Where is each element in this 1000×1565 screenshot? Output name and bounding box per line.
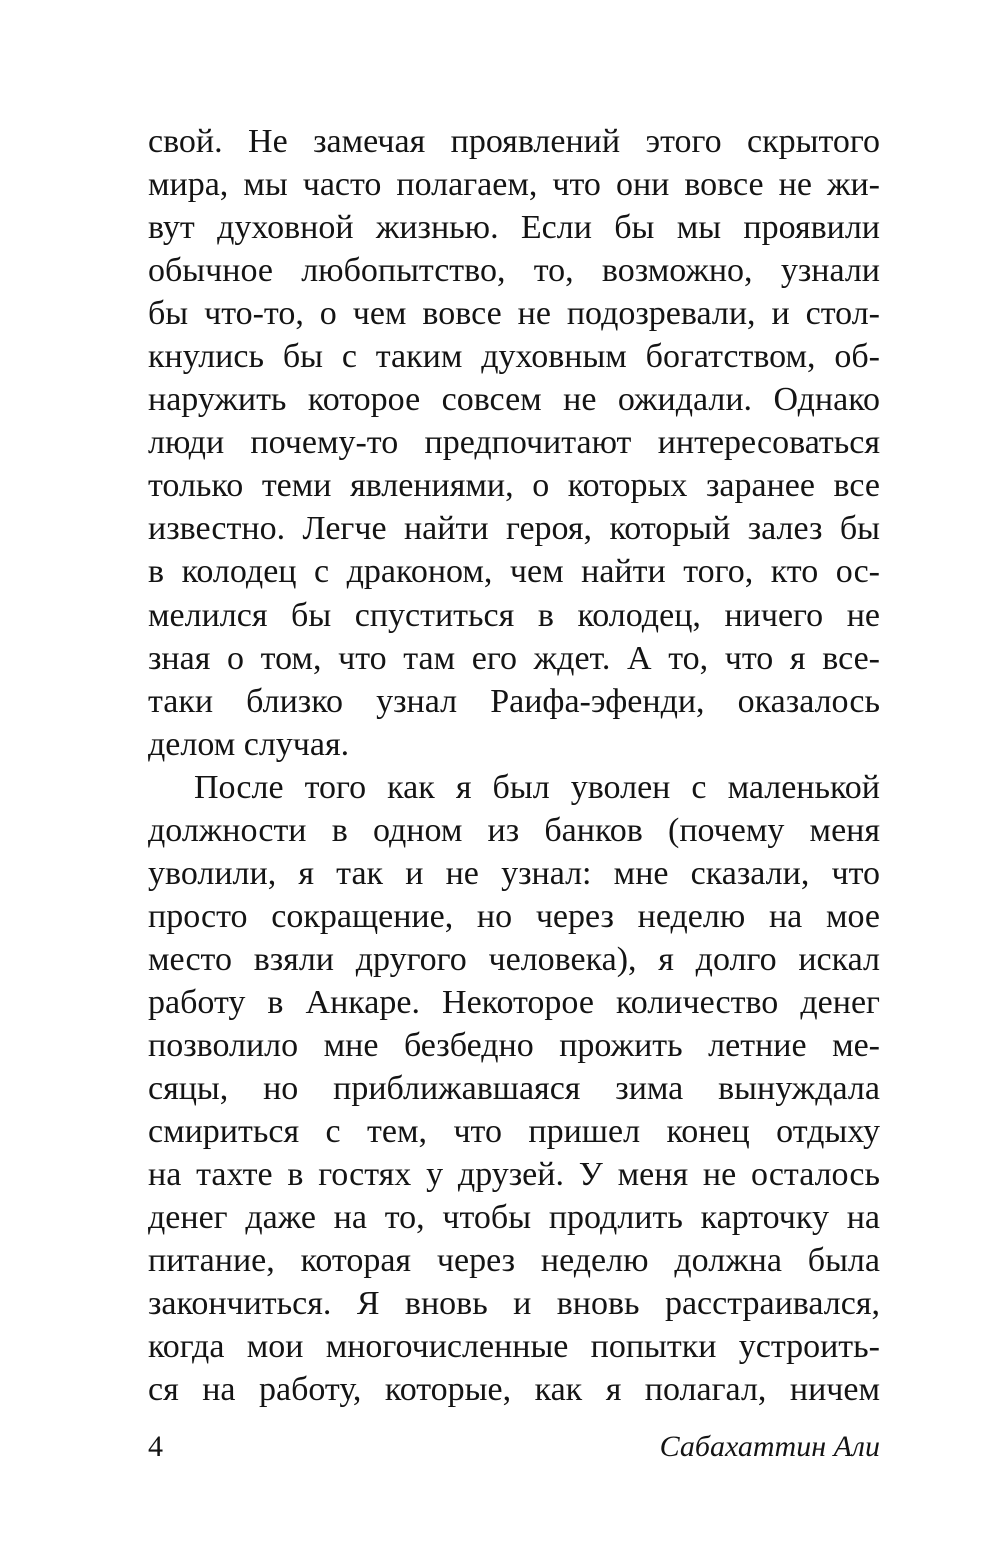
text-line: свой. Не замечая проявлений этого скрытого (148, 123, 880, 160)
text-line: мира, мы часто полагаем, что они вовсе не жи- (148, 166, 880, 204)
page-number: 4 (148, 1430, 163, 1463)
text-line: люди почему-то предпочитают интересоваться (148, 424, 880, 462)
text-line: только теми явлениями, о которых заранее все (148, 467, 880, 505)
text-line: когда мои многочисленные попытки устроить- (148, 1328, 880, 1366)
text-line: закончиться. Я вновь и вновь расстраивался, (148, 1285, 880, 1323)
text-line: известно. Легче найти героя, который залез бы (148, 510, 880, 548)
text-line: таки близко узнал Раифа-эфенди, оказалось (148, 682, 880, 720)
text-line: смириться с тем, что пришел конец отдыху (148, 1113, 880, 1151)
text-line: в колодец с драконом, чем найти того, кто ос- (148, 553, 880, 591)
paragraph-1 (148, 120, 880, 766)
text-line: на тахте в гостях у друзей. У меня не осталось (148, 1156, 880, 1194)
text-line: просто сокращение, но через неделю на мое (148, 897, 880, 935)
text-line: позволило мне безбедно прожить летние ме- (148, 1026, 880, 1064)
text-line: обычное любопытство, то, возможно, узнали (148, 252, 880, 290)
text-line: денег даже на то, чтобы продлить карточку на (148, 1199, 880, 1237)
text-line: сяцы, но приближавшаяся зима вынуждала (148, 1070, 880, 1108)
paragraph-2 (148, 766, 880, 1412)
text-line: После того как я был уволен с маленькой (194, 768, 880, 806)
text-line: наружить которое совсем не ожидали. Однако (148, 381, 880, 419)
body-text (148, 120, 880, 1411)
text-line: ся на работу, которые, как я полагал, ничем (148, 1371, 880, 1409)
text-line: работу в Анкаре. Некоторое количество денег (148, 983, 880, 1021)
text-line: уволили, я так и не узнал: мне сказали, что (148, 854, 880, 892)
text-line: зная о том, что там его ждет. А то, что я все- (148, 639, 880, 677)
running-footer-author: Сабахаттин Али (659, 1430, 880, 1463)
text-line: бы что-то, о чем вовсе не подозревали, и стол- (148, 295, 880, 333)
text-line: кнулись бы с таким духовным богатством, об- (148, 338, 880, 376)
text-line: делом случая. (148, 725, 350, 763)
text-line: питание, которая через неделю должна была (148, 1242, 880, 1280)
text-line: вут духовной жизнью. Если бы мы проявили (148, 209, 880, 247)
text-line: место взяли другого человека), я долго искал (148, 940, 880, 978)
page-footer (148, 1425, 880, 1469)
text-line: мелился бы спуститься в колодец, ничего не (148, 596, 880, 634)
text-line: должности в одном из банков (почему меня (148, 811, 880, 849)
